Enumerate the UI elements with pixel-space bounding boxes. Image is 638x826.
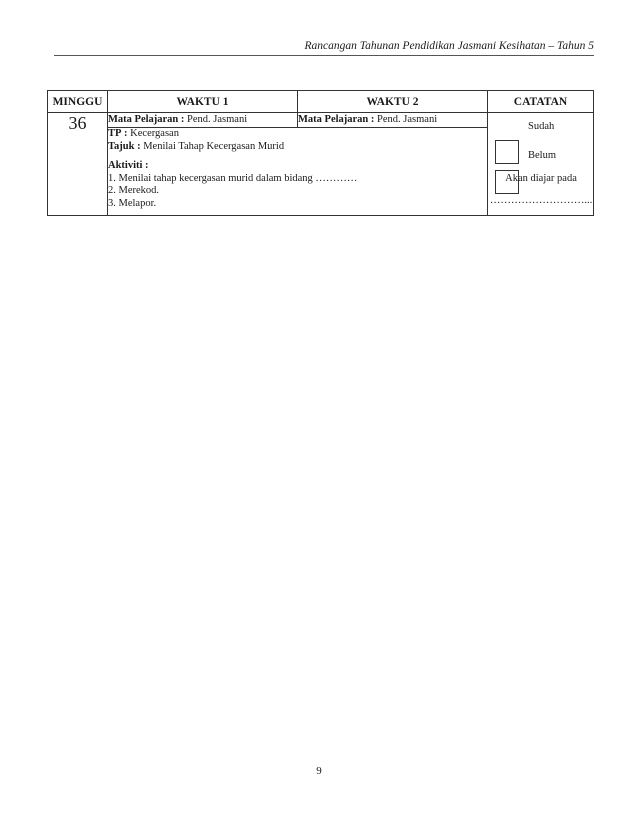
- lesson-content: [108, 128, 488, 216]
- header-rule: [54, 55, 594, 56]
- tajuk-sep: :: [137, 140, 141, 152]
- waktu1-subject: [108, 113, 298, 128]
- date-blank: ………………………...: [489, 195, 593, 206]
- page-number: 9: [316, 765, 322, 777]
- sudah-label: Sudah: [528, 121, 555, 132]
- subject-sep: :: [370, 114, 375, 125]
- akan-diajar-label: Akan diajar pada: [505, 173, 577, 184]
- col-header-minggu: MINGGU: [48, 91, 108, 113]
- sudah-checkbox[interactable]: [495, 140, 519, 164]
- week-number: 36: [48, 113, 108, 216]
- tp-sep: :: [124, 128, 128, 139]
- col-header-waktu1: WAKTU 1: [108, 91, 298, 113]
- waktu2-subject: [298, 113, 488, 128]
- table-header-row: [48, 91, 594, 113]
- belum-label: Belum: [528, 150, 556, 161]
- col-header-catatan: CATATAN: [488, 91, 594, 113]
- table-row: [48, 113, 594, 128]
- tajuk-value: Menilai Tahap Kecergasan Murid: [143, 140, 285, 152]
- subject-value: Pend. Jasmani: [377, 114, 438, 125]
- subject-sep: :: [180, 114, 185, 125]
- col-header-waktu2: WAKTU 2: [298, 91, 488, 113]
- list-item: 2. Merekod.: [108, 185, 160, 196]
- tajuk-line: [108, 141, 487, 154]
- tajuk-label: Tajuk: [108, 140, 135, 152]
- aktiviti-label: Aktiviti :: [108, 160, 149, 171]
- catatan-cell: [488, 113, 594, 216]
- tp-value: Kecergasan: [130, 128, 179, 139]
- tp-label: TP: [108, 128, 122, 139]
- list-item: 1. Menilai tahap kecergasan murid dalam bidang …………: [108, 172, 358, 184]
- lesson-plan-table: [47, 90, 594, 216]
- running-header: Rancangan Tahunan Pendidikan Jasmani Kesihatan – Tahun 5: [304, 40, 594, 52]
- list-item: 3. Melapor.: [108, 197, 157, 209]
- subject-label: Mata Pelajaran: [108, 114, 179, 125]
- subject-label: Mata Pelajaran: [298, 114, 369, 125]
- tp-line: [108, 128, 487, 141]
- subject-value: Pend. Jasmani: [187, 114, 248, 125]
